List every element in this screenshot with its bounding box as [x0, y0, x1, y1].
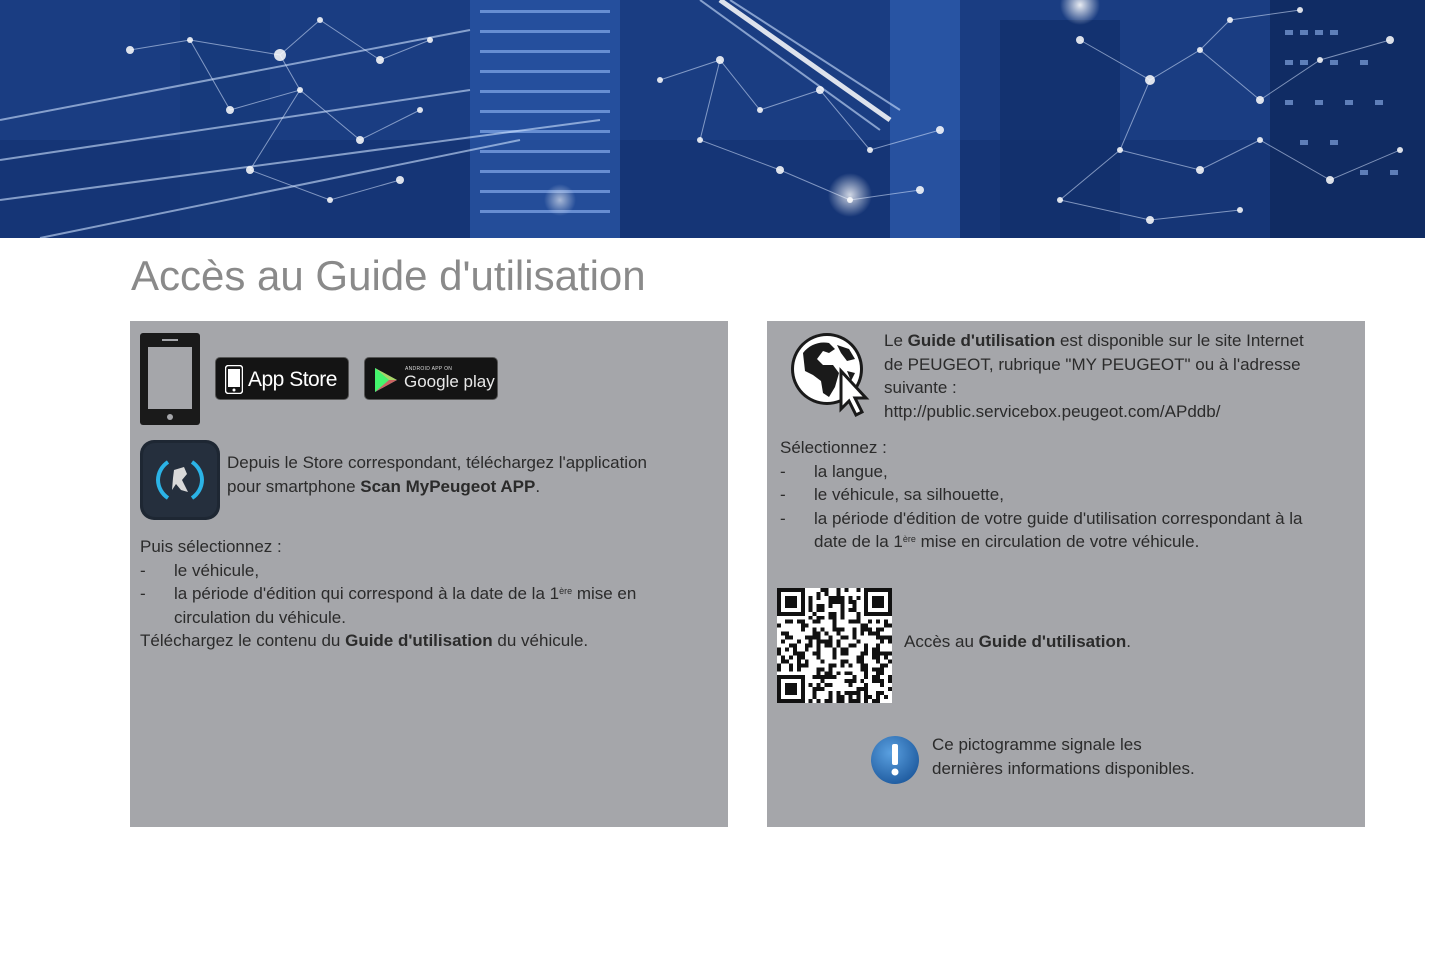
app-store-label: App Store [248, 368, 337, 391]
google-play-small-label: ANDROID APP ON [405, 366, 453, 372]
app-name: Scan MyPeugeot APP [360, 476, 536, 496]
scan-mypeugeot-app-icon [140, 440, 220, 520]
download-instructions [227, 451, 707, 498]
qr-code[interactable] [777, 588, 892, 703]
online-guide-intro: Le Guide d'utilisation est disponible sur le site Internet de PEUGEOT, rubrique "MY PEUGEOT" ou à l'adresse suivante : http://public.servicebox.peugeot.com/APddb/ [884, 329, 1354, 423]
site-selection-instructions [780, 436, 1350, 554]
list-item: - le véhicule, sa silhouette, [780, 485, 1004, 504]
selection-instructions [140, 535, 710, 653]
list-item: - la période d'édition de votre guide d'utilisation correspondant à la date de la 1ère mise en circulation de votre véhicule. [780, 508, 1303, 551]
select-intro: Sélectionnez : [780, 438, 887, 457]
city-network-illustration [0, 0, 1425, 238]
exclamation-info-icon [870, 735, 920, 785]
list-item: - le véhicule, [140, 560, 260, 580]
select-intro: Puis sélectionnez : [140, 537, 282, 556]
app-store-badge[interactable] [215, 357, 349, 400]
header-banner-image [0, 0, 1425, 238]
google-play-icon [373, 367, 399, 393]
download-line-1: Depuis le Store correspondant, téléchargez l'application [227, 453, 647, 472]
download-line-2: pour smartphone Scan MyPeugeot APP. [227, 476, 541, 496]
notice-text: Ce pictogramme signale les dernières informations disponibles. [932, 735, 1195, 778]
globe-cursor-icon [789, 331, 877, 417]
list-item: - la langue, [780, 461, 888, 481]
iphone-icon [225, 365, 243, 394]
google-play-badge[interactable] [364, 357, 498, 400]
download-content-line: Téléchargez le contenu du Guide d'utilisation du véhicule. [140, 631, 589, 650]
smartphone-icon [140, 333, 200, 425]
list-item: - la période d'édition qui correspond à la date de la 1ère mise en circulation du véhicule. [140, 584, 637, 627]
google-play-label: Google play [404, 372, 495, 391]
guide-url-link[interactable]: http://public.servicebox.peugeot.com/APddb/ [884, 401, 1221, 421]
page-title: Accès au Guide d'utilisation [131, 252, 646, 299]
online-guide-panel [767, 321, 1365, 827]
app-download-panel [130, 321, 728, 827]
qr-caption: Accès au Guide d'utilisation. [904, 632, 1131, 651]
